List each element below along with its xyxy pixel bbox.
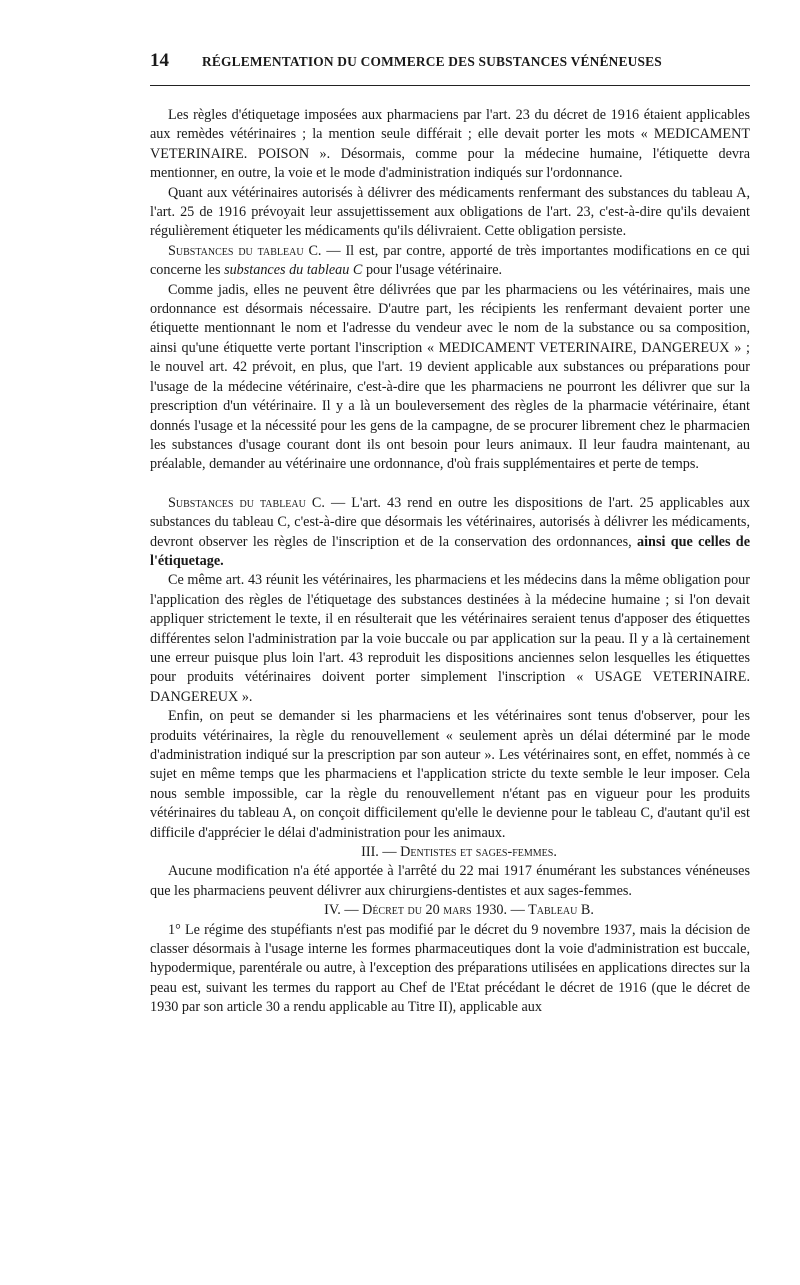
paragraph-text: — L'art. 43 rend en outre les dispositions de l'art. 25 applicables aux substances du tableau C, c'est-à-dire que désormais les vétérinaires, autorisés à délivrer les médicaments, devront observer les règles de l'inscription et de la conservation des ordonnances, <box>150 494 751 550</box>
paragraph-gap <box>150 475 750 494</box>
paragraph <box>150 494 750 572</box>
paragraph: Les règles d'étiquetage imposées aux pharmaciens par l'art. 23 du décret de 1916 étaient applicables aux remèdes vétérinaires ; la mention seule différait ; elle devait porter les mots « MEDICAMENT VETERINAIRE. POISON ». Désormais, comme pour la médecine humaine, l'étiquette devra mentionner, en outre, la voie et le mode d'administration indiqués sur l'ordonnance. <box>150 107 750 182</box>
paragraph: Aucune modification n'a été apportée à l'arrêté du 22 mai 1917 énumérant les substances vénéneuses que les pharmaciens peuvent délivrer aux chirurgiens-dentistes et aux sages-femmes. <box>150 863 750 899</box>
running-title: RÉGLEMENTATION DU COMMERCE DES SUBSTANCES VÉNÉNEUSES <box>202 54 662 69</box>
section-number: IV. — <box>324 902 363 919</box>
emphasis-text: substances du tableau C <box>224 262 363 279</box>
section-title: Dentistes et sages-femmes. <box>400 844 557 861</box>
section-number: III. — <box>361 844 401 861</box>
paragraph: 1° Le régime des stupéfiants n'est pas modifié par le décret du 9 novembre 1937, mais la décision de classer désormais à l'usage interne les formes pharmaceutiques dont la voie d'administration est buccale, hypodermique, parentérale ou autre, à l'exception des préparations utilisées en applications directes sur la peau est, suivant les termes du rapport au Chef de l'Etat précédant le décret de 1916 (que le décret de 1930 par son article 30 a rendu applicable au Titre II), applicable aux <box>150 921 750 1016</box>
paragraph-lead: Substances du tableau C. <box>168 242 322 259</box>
document-body <box>150 106 750 1018</box>
page-header <box>150 50 750 72</box>
section-title: Décret du 20 mars 1930. — Tableau B. <box>362 902 594 919</box>
paragraph: Enfin, on peut se demander si les pharmaciens et les vétérinaires sont tenus d'observer, pour les produits vétérinaires, la règle du renouvellement « seulement après un délai déterminé par le mode d'administration indiqué sur la prescription par son auteur ». Les vétérinaires sont, en effet, nommés à ce sujet en même temps que les pharmaciens et l'application stricte du texte semble le leur imposer. Cela nous semble impossible, car la règle du renouvellement n'étant pas en vigueur pour les produits vétérinaires du tableau A, on conçoit difficilement qu'elle le devienne pour le tableau C, d'autant qu'il est difficile d'apprécier le délai d'administration pour les animaux. <box>150 708 750 841</box>
header-rule <box>150 85 750 86</box>
page-number: 14 <box>150 50 169 71</box>
paragraph <box>150 242 750 281</box>
paragraph-text: — Il est, par contre, apporté de très importantes modifications en ce qui concerne les <box>150 242 751 279</box>
section-heading-4 <box>150 901 750 920</box>
paragraph: Quant aux vétérinaires autorisés à délivrer des médicaments renfermant des substances du tableau A, l'art. 25 de 1916 prévoyait leur assujettissement aux obligations de l'art. 23, c'est-à-dire qu'ils devaient régulièrement étiqueter les médicaments qu'ils délivraient. Cette obligation persiste. <box>150 184 750 240</box>
paragraph: Comme jadis, elles ne peuvent être délivrées que par les pharmaciens ou les vétérinaires, mais une ordonnance est désormais nécessaire. D'autre part, les récipients les renfermant devaient porter une étiquette mentionnant le nom et l'adresse du vendeur avec le nom de la substance ou sa composition, ainsi qu'une étiquette verte portant l'inscription « MEDICAMENT VETERINAIRE, DANGEREUX » ; le nouvel art. 42 prévoit, en plus, que l'art. 19 devient applicable aux substances ou préparations pour l'usage de la médecine vétérinaire, c'est-à-dire que les pharmaciens ne pourront les délivrer que sur la prescription d'un vétérinaire. Il y a là un bouleversement des règles de la pharmacie vétérinaire, étant donnés l'usage et la nécessité pour les gens de la campagne, de se procurer librement chez le pharmacien les substances d'usage courant dont ils ont besoin pour leurs animaux. Il leur faudra maintenant, au préalable, demander au vétérinaire une ordonnance, d'où frais supplémentaires et perte de temps. <box>150 281 750 473</box>
paragraph-lead: Substances du tableau C. <box>168 494 325 511</box>
bold-text: ainsi que celles de l'étiquetage. <box>150 533 750 569</box>
document-page <box>150 50 750 1018</box>
section-heading-3 <box>150 843 750 862</box>
paragraph-text: pour l'usage vétérinaire. <box>362 262 503 279</box>
paragraph: Ce même art. 43 réunit les vétérinaires, les pharmaciens et les médecins dans la même obligation pour l'application des règles de l'étiquetage des substances destinées à la médecine humaine ; si l'on devait appliquer strictement le texte, il en résulterait que les vétérinaires seraient tenus d'apposer des étiquettes différentes selon l'administration par la voie buccale ou par application sur la peau. Il y a là certainement une erreur puisque plus loin l'art. 43 reproduit les dispositions anciennes selon lesquelles les étiquettes pour produits vétérinaires doivent porter simplement l'inscription « USAGE VETERINAIRE. DANGEREUX ». <box>150 572 750 705</box>
